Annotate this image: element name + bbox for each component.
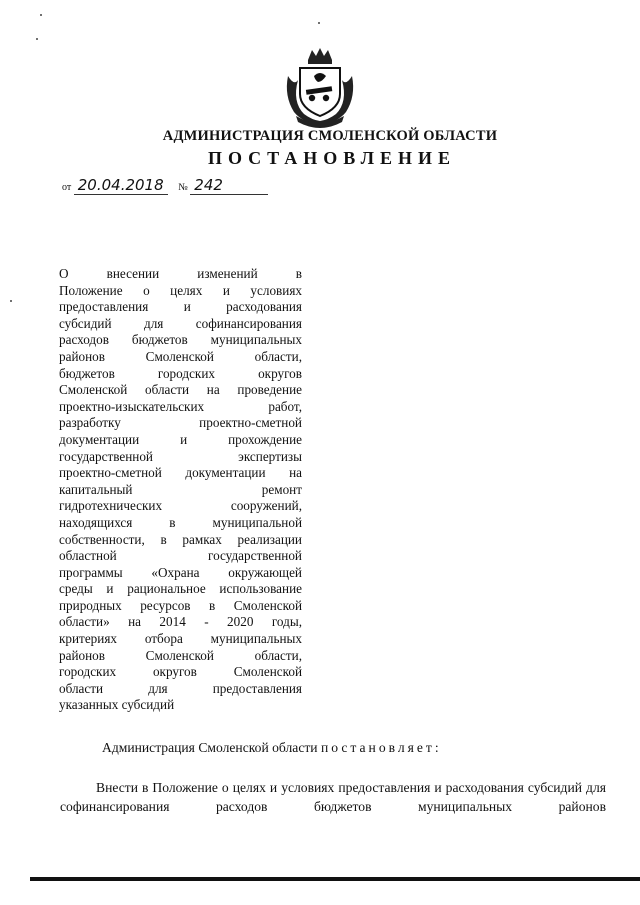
- subject-line: предоставления и расходования: [59, 299, 302, 315]
- date-label: от: [62, 182, 72, 193]
- coat-of-arms-emblem: [282, 46, 358, 128]
- subject-line: критериях отбора муниципальных: [59, 631, 302, 647]
- resolution-prefix: Администрация Смоленской области: [102, 740, 321, 755]
- subject-line: областной государственной: [59, 548, 302, 564]
- scan-speck: [318, 22, 320, 24]
- organization-name: АДМИНИСТРАЦИЯ СМОЛЕНСКОЙ ОБЛАСТИ: [162, 128, 498, 144]
- subject-line: городских округов Смоленской: [59, 664, 302, 680]
- subject-line: Положение о целях и условиях: [59, 282, 302, 298]
- subject-line: находящихся в муниципальной: [59, 514, 302, 530]
- subject-line: области для предоставления: [59, 680, 302, 696]
- resolution-word: постановляет:: [320, 740, 442, 755]
- date-value: 20.04.2018: [74, 176, 168, 195]
- subject-line: области» на 2014 - 2020 годы,: [59, 614, 302, 630]
- subject-line: гидротехнических сооружений,: [59, 498, 302, 514]
- scan-speck: [10, 300, 12, 302]
- date-and-number-line: [62, 176, 268, 195]
- subject-line: документации и прохождение: [59, 431, 302, 447]
- scan-edge-bar: [30, 877, 640, 881]
- subject-line: Смоленской области на проведение: [59, 382, 302, 398]
- scan-speck: [36, 38, 38, 40]
- resolution-statement: [102, 739, 442, 757]
- subject-line: природных ресурсов в Смоленской: [59, 597, 302, 613]
- subject-line: среды и рациональное использование: [59, 581, 302, 597]
- subject-line: проектно-изыскательских работ,: [59, 398, 302, 414]
- subject-line: проектно-сметной документации на: [59, 465, 302, 481]
- scan-speck: [40, 14, 42, 16]
- subject-line: государственной экспертизы: [59, 448, 302, 464]
- document-type-title: ПОСТАНОВЛЕНИЕ: [207, 148, 457, 168]
- subject-line: О внесении изменений в: [59, 266, 302, 281]
- subject-line: указанных субсидий: [59, 697, 175, 713]
- subject-line: районов Смоленской области,: [59, 647, 302, 663]
- subject-line: собственности, в рамках реализации: [59, 531, 302, 547]
- subject-line: капитальный ремонт: [59, 481, 302, 497]
- subject-block: [59, 266, 302, 714]
- subject-line: бюджетов городских округов: [59, 365, 302, 381]
- number-label: №: [178, 182, 188, 193]
- subject-line: районов Смоленской области,: [59, 348, 302, 364]
- subject-line: программы «Охрана окружающей: [59, 564, 302, 580]
- subject-line: расходов бюджетов муниципальных: [59, 332, 302, 348]
- subject-line: разработку проектно-сметной: [59, 415, 302, 431]
- body-paragraph: Внести в Положение о целях и условиях предоставления и расходования субсидий для софинансирования расходов бюджетов муниципальных районов: [60, 780, 606, 814]
- subject-line: субсидий для софинансирования: [59, 315, 302, 331]
- number-value: 242: [190, 176, 268, 195]
